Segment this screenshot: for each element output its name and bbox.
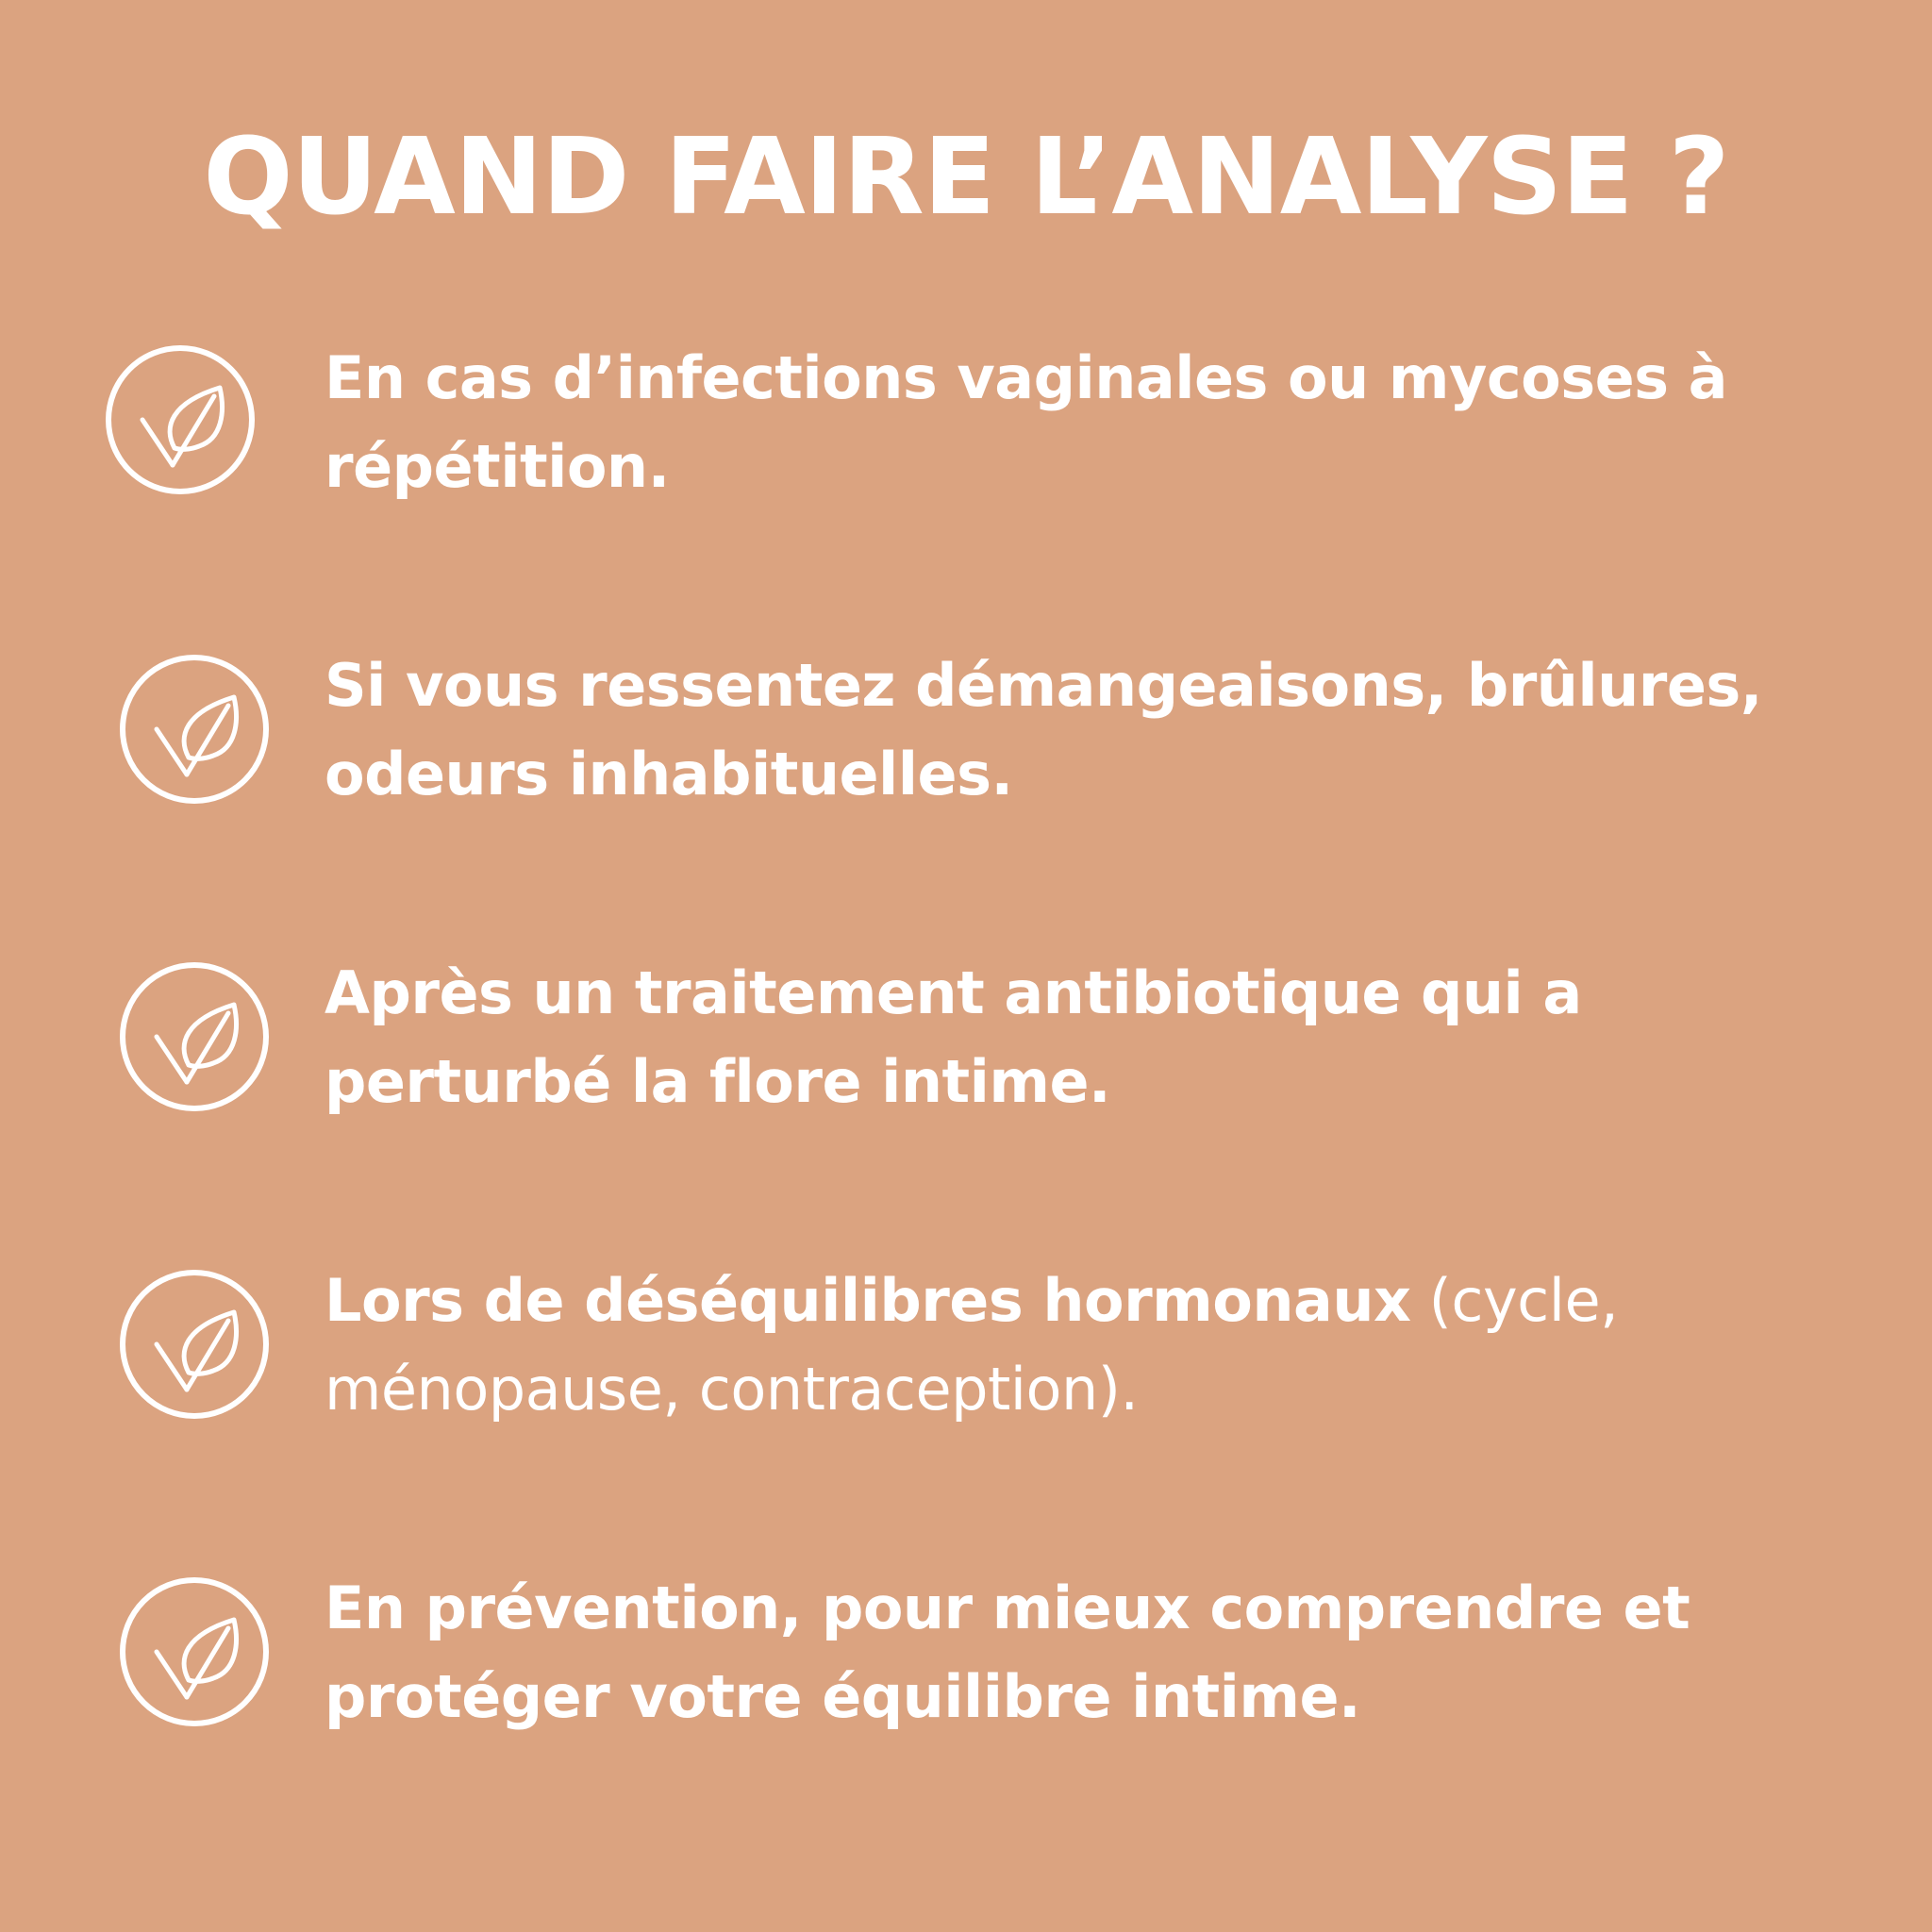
page-title: QUAND FAIRE L’ANALYSE ?	[203, 116, 1729, 239]
leaf-check-icon	[119, 654, 270, 805]
leaf-check-icon	[119, 961, 270, 1112]
list-item	[0, 638, 1932, 826]
item-text	[325, 641, 1909, 819]
item-text	[325, 1564, 1909, 1741]
item-line2-bold: protéger votre équilibre intime.	[325, 1662, 1361, 1731]
item-line1-bold: Après un traitement antibiotique qui a	[325, 958, 1582, 1027]
item-line1-bold: Si vous ressentez démangeaisons, brûlures,	[325, 651, 1762, 720]
item-line1-bold: Lors de déséquilibres hormonaux	[325, 1266, 1411, 1335]
list-item	[0, 945, 1932, 1134]
list-item	[0, 1253, 1932, 1441]
list-item	[0, 330, 1932, 519]
item-line2-light: ménopause, contraception).	[325, 1355, 1139, 1424]
leaf-check-icon	[119, 1269, 270, 1420]
item-line2-bold: odeurs inhabituelles.	[325, 740, 1013, 808]
leaf-check-icon	[105, 344, 256, 495]
item-text	[325, 334, 1909, 511]
item-line2-bold: perturbé la flore intime.	[325, 1047, 1111, 1116]
item-line1-bold: En prévention, pour mieux comprendre et	[325, 1574, 1690, 1642]
list-item	[0, 1560, 1932, 1749]
item-line1-light: (cycle,	[1410, 1266, 1619, 1335]
item-text	[325, 1257, 1909, 1434]
item-line1-bold: En cas d’infections vaginales ou mycoses à	[325, 343, 1727, 412]
leaf-check-icon	[119, 1576, 270, 1727]
item-text	[325, 949, 1909, 1126]
item-line2-bold: répétition.	[325, 432, 670, 501]
